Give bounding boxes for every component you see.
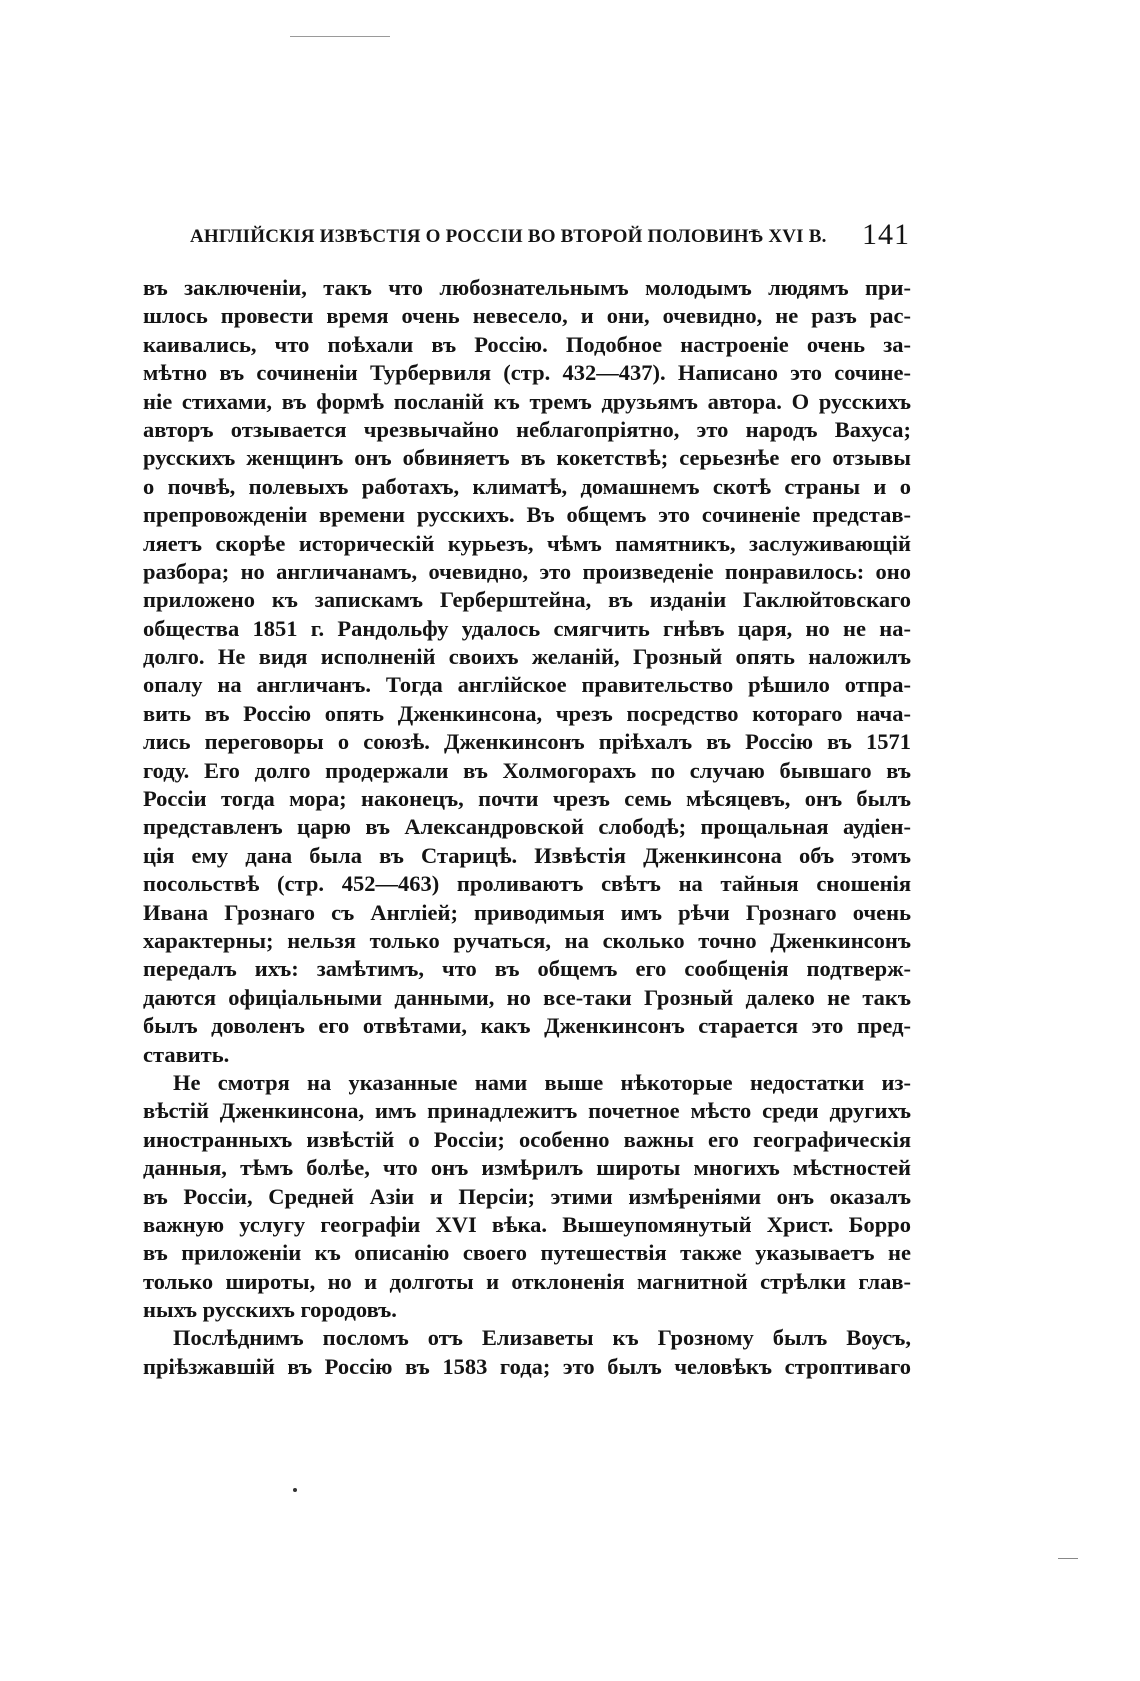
- text-line: Ивана Грознаго съ Англіей; приводимыя имъ рѣчи Грознаго очень: [143, 899, 911, 925]
- text-line: ляетъ скорѣе историческій курьезъ, чѣмъ памятникъ, заслуживающій: [143, 530, 911, 556]
- text-line: шлось провести время очень невесело, и они, очевидно, не разъ рас-: [143, 303, 911, 329]
- running-title: АНГЛІЙСКІЯ ИЗВѢСТІЯ О РОССІИ ВО ВТОРОЙ ПОЛОВИНѢ XVI В.: [190, 226, 827, 247]
- text-line: препровожденіи времени русскихъ. Въ общемъ это сочиненіе представ-: [143, 502, 911, 528]
- text-line: Россіи тогда мора; наконецъ, почти чрезъ семь мѣсяцевъ, онъ былъ: [143, 786, 911, 812]
- text-line: въ заключеніи, такъ что любознательнымъ молодымъ людямъ при-: [143, 275, 911, 300]
- text-line: важную услугу географіи XVI вѣка. Вышеупомянутый Христ. Борро: [143, 1211, 911, 1237]
- text-line: характерны; нельзя только ручаться, на сколько точно Дженкинсонъ: [143, 927, 911, 953]
- text-line: представленъ царю въ Александровской слободѣ; прощальная аудіен-: [143, 814, 911, 840]
- text-line: Послѣднимъ посломъ отъ Елизаветы къ Грозному былъ Воусъ,: [173, 1325, 911, 1351]
- text-line: разбора; но англичанамъ, очевидно, это произведеніе понравилось: оно: [143, 558, 911, 584]
- running-head: [190, 218, 910, 258]
- text-line: русскихъ женщинъ онъ обвиняетъ въ кокетствѣ; серьезнѣе его отзывы: [143, 445, 911, 471]
- text-line: лись переговоры о союзѣ. Дженкинсонъ пріѣхалъ въ Россію въ 1571: [143, 729, 911, 755]
- body-text: [143, 274, 911, 1381]
- text-line: данныя, тѣмъ болѣе, что онъ измѣрилъ широты многихъ мѣстностей: [143, 1155, 911, 1181]
- text-line: пріѣзжавшій въ Россію въ 1583 года; это былъ человѣкъ строптиваго: [143, 1353, 911, 1379]
- edge-mark: [1058, 1558, 1078, 1559]
- text-line: ставить.: [143, 1041, 230, 1067]
- top-rule: [290, 36, 390, 37]
- text-line: авторъ отзывается чрезвычайно неблагопріятно, это народъ Вахуса;: [143, 416, 911, 442]
- text-line: ныхъ русскихъ городовъ.: [143, 1297, 397, 1323]
- text-line: долго. Не видя исполненій своихъ желаній, Грозный опять наложилъ: [143, 644, 911, 670]
- page-number: 141: [862, 218, 910, 251]
- text-line: даются офиціальными данными, но все-таки Грозный далеко не такъ: [143, 984, 911, 1010]
- text-line: общества 1851 г. Рандольфу удалось смягчить гнѣвъ царя, но не на-: [143, 615, 911, 641]
- text-line: передалъ ихъ: замѣтимъ, что въ общемъ его сообщенія подтверж-: [143, 956, 911, 982]
- text-line: каивались, что поѣхали въ Россію. Подобное настроеніе очень за-: [143, 331, 911, 357]
- text-line: приложено къ запискамъ Герберштейна, въ изданіи Гаклюйтовскаго: [143, 587, 911, 613]
- text-line: вѣстій Дженкинсона, имъ принадлежитъ почетное мѣсто среди другихъ: [143, 1098, 911, 1124]
- text-line: опалу на англичанъ. Тогда англійское правительство рѣшило отпра-: [143, 672, 911, 698]
- text-line: мѣтно въ сочиненіи Турбервиля (стр. 432—437). Написано это сочине-: [143, 360, 911, 386]
- text-line: о почвѣ, полевыхъ работахъ, климатѣ, домашнемъ скотѣ страны и о: [143, 473, 911, 499]
- text-line: ція ему дана была въ Старицѣ. Извѣстія Дженкинсона объ этомъ: [143, 842, 911, 868]
- text-line: въ Россіи, Средней Азіи и Персіи; этими измѣреніями онъ оказалъ: [143, 1183, 911, 1209]
- text-line: ніе стихами, въ формѣ посланій къ тремъ друзьямъ автора. О русскихъ: [143, 388, 911, 414]
- text-line: былъ доволенъ его отвѣтами, какъ Дженкинсонъ старается это пред-: [143, 1013, 911, 1039]
- text-line: только широты, но и долготы и отклоненія магнитной стрѣлки глав-: [143, 1268, 911, 1294]
- text-line: Не смотря на указанные нами выше нѣкоторые недостатки из-: [173, 1069, 911, 1095]
- text-line: въ приложеніи къ описанію своего путешествія также указываетъ не: [143, 1240, 911, 1266]
- text-line: иностранныхъ извѣстій о Россіи; особенно важны его географическія: [143, 1126, 911, 1152]
- text-line: вить въ Россію опять Дженкинсона, чрезъ посредство котораго нача-: [143, 700, 911, 726]
- text-line: посольствѣ (стр. 452—463) проливаютъ свѣтъ на тайныя сношенія: [143, 871, 911, 897]
- print-speck: [293, 1488, 297, 1492]
- text-line: году. Его долго продержали въ Холмогорахъ по случаю бывшаго въ: [143, 757, 911, 783]
